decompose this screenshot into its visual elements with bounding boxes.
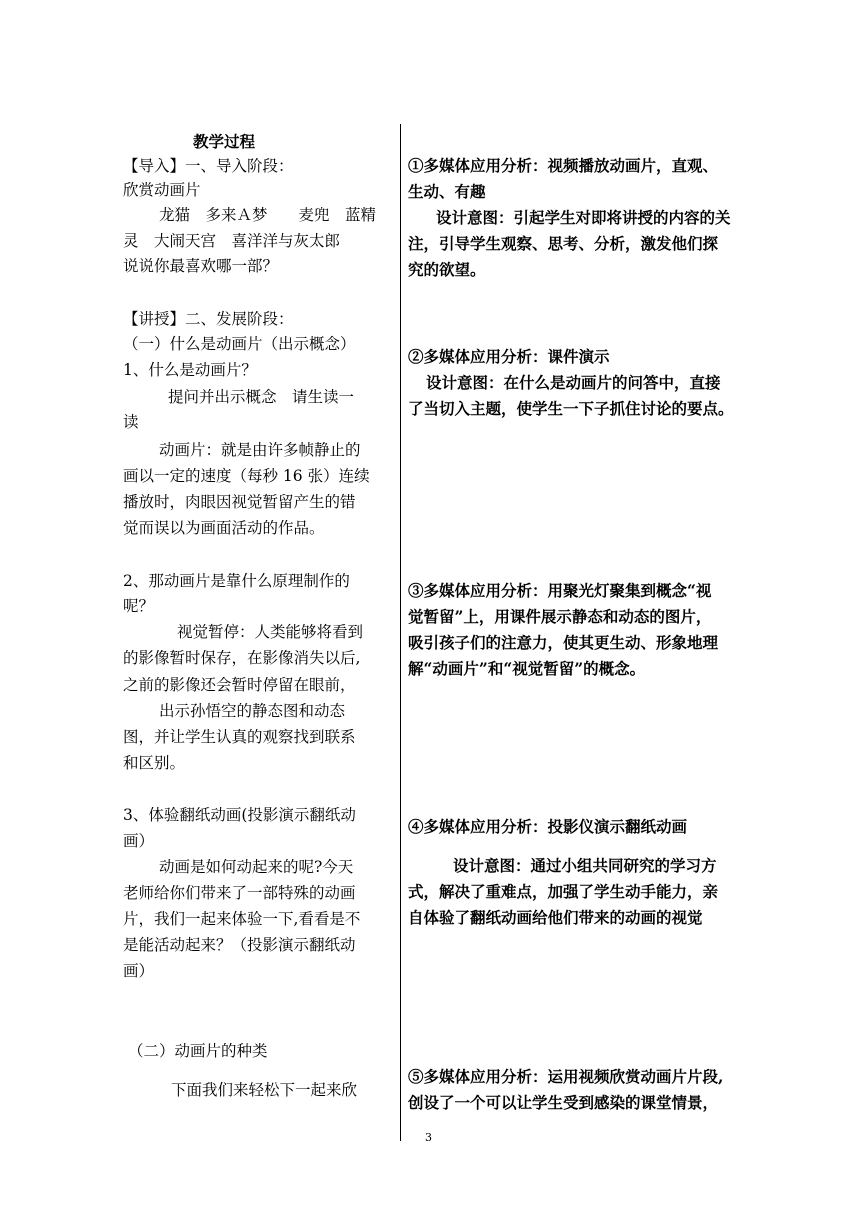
left-line: 2、那动画片是靠什么原理制作的 bbox=[123, 572, 350, 590]
right-line: 生动、有趣 bbox=[408, 182, 486, 201]
right-line: 吸引孩子们的注意力，使其更生动、形象地理 bbox=[408, 633, 719, 652]
right-line: ③多媒体应用分析：用聚光灯聚集到概念“视 bbox=[408, 581, 712, 600]
left-line: 动画是如何动起来的呢?今天 bbox=[159, 858, 354, 876]
right-line: 究的欲望。 bbox=[408, 260, 486, 279]
left-line: 3、体验翻纸动画(投影演示翻纸动 bbox=[123, 806, 356, 824]
right-line: 觉暂留”上，用课件展示静态和动态的图片， bbox=[408, 607, 712, 626]
left-line: 读 bbox=[123, 413, 139, 431]
left-line: 灵 大闹天宫 喜洋洋与灰太郎 bbox=[123, 232, 341, 250]
left-line: 下面我们来轻松下一起来欣 bbox=[171, 1081, 358, 1099]
left-line: 片，我们一起来体验一下,看看是不 bbox=[123, 910, 361, 928]
right-line: ①多媒体应用分析：视频播放动画片，直观、 bbox=[408, 156, 719, 175]
left-line: 是能活动起来？（投影演示翻纸动 bbox=[123, 936, 356, 954]
left-line: 老师给你们带来了一部特殊的动画 bbox=[123, 884, 356, 902]
page-number: 3 bbox=[425, 1131, 432, 1144]
left-line: 提问并出示概念 请生读一 bbox=[168, 388, 355, 406]
left-line: 欣赏动画片 bbox=[123, 181, 201, 199]
left-line: 视觉暂停：人类能够将看到 bbox=[177, 623, 364, 641]
right-line: ②多媒体应用分析：课件演示 bbox=[408, 347, 610, 366]
section-title: 教学过程 bbox=[193, 132, 256, 151]
left-line: 图，并让学生认真的观察找到联系 bbox=[123, 728, 356, 746]
left-line: 和区别。 bbox=[123, 754, 186, 772]
right-line: ④多媒体应用分析：投影仪演示翻纸动画 bbox=[408, 817, 688, 836]
left-line: 之前的影像还会暂时停留在眼前， bbox=[123, 676, 356, 694]
left-line: （二）动画片的种类 bbox=[128, 1042, 268, 1060]
right-line: 解“动画片”和“视觉暂留”的概念。 bbox=[408, 659, 646, 678]
right-line: 设计意图：在什么是动画片的问答中，直接 bbox=[426, 373, 721, 392]
left-line: 觉而误以为画面活动的作品。 bbox=[123, 519, 325, 537]
right-line: 注，引导学生观察、思考、分析，激发他们探 bbox=[408, 234, 719, 253]
right-line: ⑤多媒体应用分析：运用视频欣赏动画片片段, bbox=[408, 1067, 724, 1086]
right-line: 了当切入主题，使学生一下子抓住讨论的要点。 bbox=[408, 399, 734, 418]
left-line: 画） bbox=[123, 962, 155, 980]
right-line: 自体验了翻纸动画给他们带来的动画的视觉 bbox=[408, 908, 703, 927]
left-line: 【讲授】二、发展阶段： bbox=[123, 310, 294, 328]
right-line: 设计意图：通过小组共同研究的学习方 bbox=[453, 856, 717, 875]
left-line: 动画片：就是由许多帧静止的 bbox=[159, 441, 361, 459]
left-line: 的影像暂时保存，在影像消失以后, bbox=[123, 649, 361, 667]
left-line: 出示孙悟空的静态图和动态 bbox=[159, 702, 346, 720]
left-line: 1、什么是动画片？ bbox=[123, 361, 257, 379]
left-line: 画以一定的速度（每秒 16 张）连续 bbox=[123, 467, 370, 485]
right-line: 式，解决了重难点，加强了学生动手能力，亲 bbox=[408, 882, 719, 901]
left-line: 呢？ bbox=[123, 597, 155, 615]
left-line: 龙猫 多来Ａ梦 麦兜 蓝精 bbox=[159, 206, 377, 224]
left-line: 播放时，肉眼因视觉暂留产生的错 bbox=[123, 493, 356, 511]
right-line: 设计意图：引起学生对即将讲授的内容的关 bbox=[436, 208, 731, 227]
left-line: 画） bbox=[123, 832, 155, 850]
left-line: （一）什么是动画片（出示概念） bbox=[123, 335, 356, 353]
left-line: 【导入】一、导入阶段： bbox=[123, 157, 294, 175]
right-line: 创设了一个可以让学生受到感染的课堂情景， bbox=[408, 1093, 719, 1112]
column-divider bbox=[400, 124, 401, 1141]
left-line: 说说你最喜欢哪一部？ bbox=[123, 257, 279, 275]
